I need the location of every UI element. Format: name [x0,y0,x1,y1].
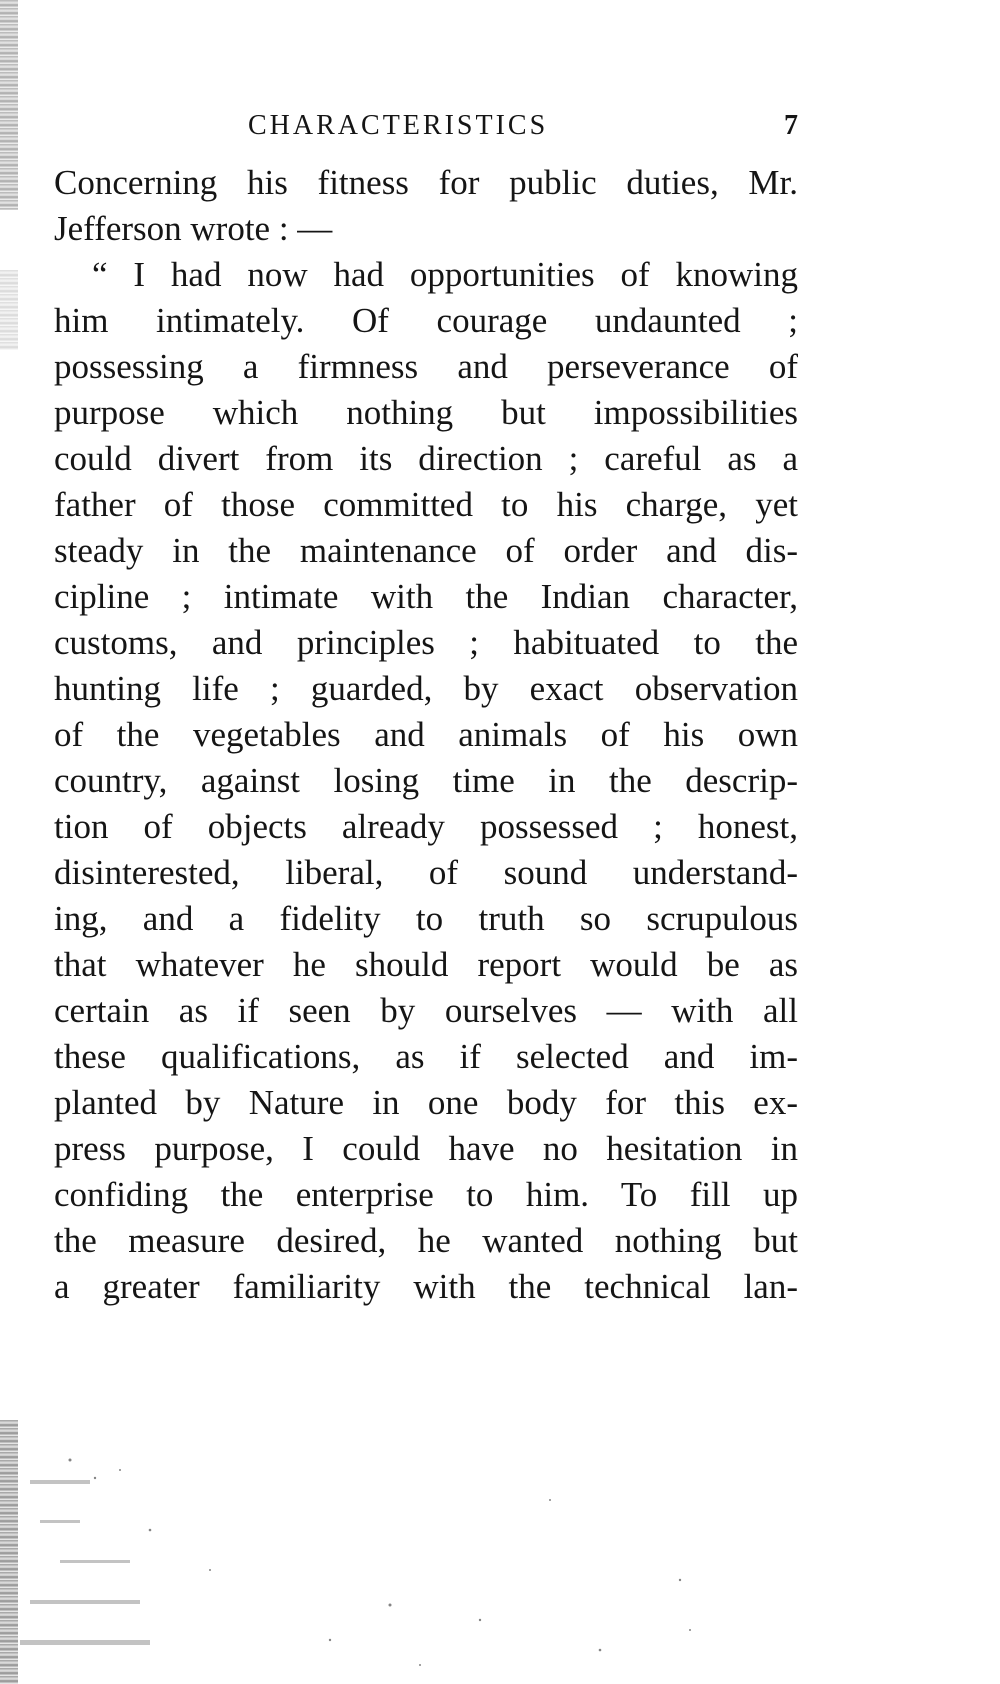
text-line: could divert from its direction ; careful as a [54,439,798,478]
text-line: tion of objects already possessed ; honest, [54,807,798,846]
text-line: purpose which nothing but impossibilities [54,393,798,432]
running-head-title: CHARACTERISTICS [248,110,549,141]
text-line: of the vegetables and animals of his own [54,715,798,754]
scan-speckles [0,1440,1000,1684]
text-line: a greater familiarity with the technical lan- [54,1267,798,1306]
text-line: ing, and a fidelity to truth so scrupulous [54,899,798,938]
text-line: country, against losing time in the descrip- [54,761,798,800]
text-line: Concerning his fitness for public duties, Mr. [54,163,798,202]
text-line: possessing a firmness and perseverance of [54,347,798,386]
text-line: that whatever he should report would be as [54,945,798,984]
text-line: these qualifications, as if selected and im- [54,1037,798,1076]
scan-edge-shadow-top [0,0,18,210]
text-line: steady in the maintenance of order and dis- [54,531,798,570]
text-line: disinterested, liberal, of sound understand- [54,853,798,892]
text-line: hunting life ; guarded, by exact observation [54,669,798,708]
text-line: him intimately. Of courage undaunted ; [54,301,798,340]
text-line: “ I had now had opportunities of knowing [92,255,798,294]
running-head [58,110,798,150]
text-line: Jefferson wrote : — [54,209,333,248]
text-line: father of those committed to his charge, yet [54,485,798,524]
text-line: cipline ; intimate with the Indian character, [54,577,798,616]
text-line: the measure desired, he wanted nothing but [54,1221,798,1260]
text-line: planted by Nature in one body for this ex- [54,1083,798,1122]
scan-edge-shadow-middle [0,270,18,350]
text-line: certain as if seen by ourselves — with all [54,991,798,1030]
text-line: confiding the enterprise to him. To fill up [54,1175,798,1214]
text-line: press purpose, I could have no hesitation in [54,1129,798,1168]
body-text [54,160,798,1310]
page-number: 7 [784,110,798,141]
text-line: customs, and principles ; habituated to the [54,623,798,662]
